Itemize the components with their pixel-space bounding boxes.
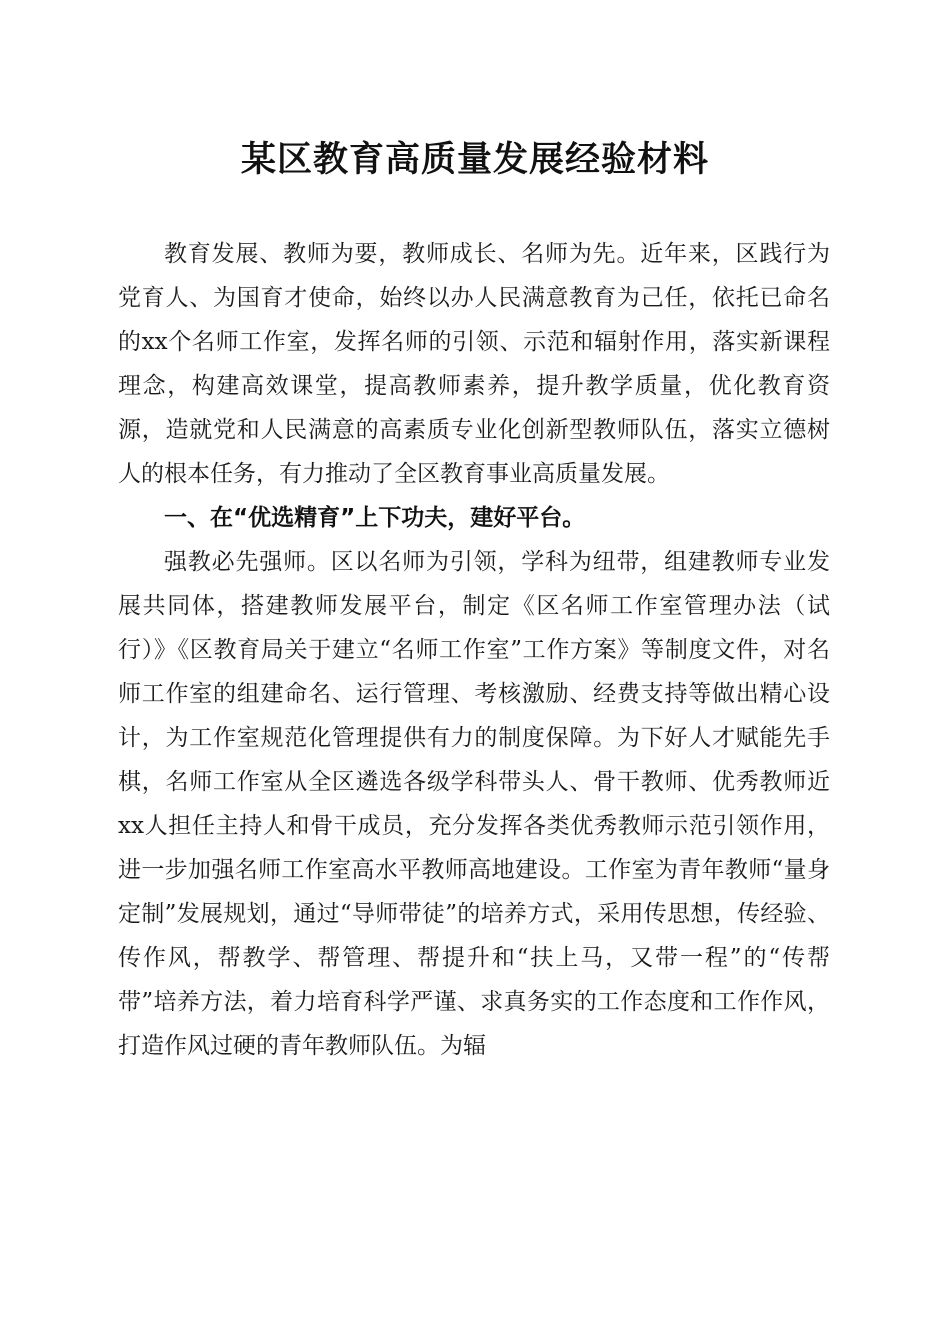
section-heading-1: 一、在“优选精育”上下功夫，建好平台。	[164, 505, 586, 531]
document-body	[118, 232, 830, 1068]
document-title: 某区教育高质量发展经验材料	[240, 139, 709, 180]
section-paragraph-1: 强教必先强师。区以名师为引领，学科为纽带，组建教师专业发展共同体，搭建教师发展平台，制定《区名师工作室管理办法（试行）》《区教育局关于建立“名师工作室”工作方案》等制度文件，对名师工作室的组建命名、运行管理、考核激励、经费支持等做出精心设计，为工作室规范化管理提供有力的制度保障。为下好人才赋能先手棋，名师工作室从全区遴选各级学科带头人、骨干教师、优秀教师近xx人担任主持人和骨干成员，充分发挥各类优秀教师示范引领作用，进一步加强名师工作室高水平教师高地建设。工作室为青年教师“量身定制”发展规划，通过“导师带徒”的培养方式，采用传思想，传经验、传作风，帮教学、帮管理、帮提升和“扶上马，又带一程”的“传帮带”培养方法，着力培育科学严谨、求真务实的工作态度和工作作风，打造作风过硬的青年教师队伍。为辐	[118, 549, 830, 1059]
intro-paragraph: 教育发展、教师为要，教师成长、名师为先。近年来，区践行为党育人、为国育才使命，始终以办人民满意教育为己任，依托已命名的xx个名师工作室，发挥名师的引领、示范和辐射作用，落实新课程理念，构建高效课堂，提高教师素养，提升教学质量，优化教育资源，造就党和人民满意的高素质专业化创新型教师队伍，落实立德树人的根本任务，有力推动了全区教育事业高质量发展。	[118, 241, 830, 487]
